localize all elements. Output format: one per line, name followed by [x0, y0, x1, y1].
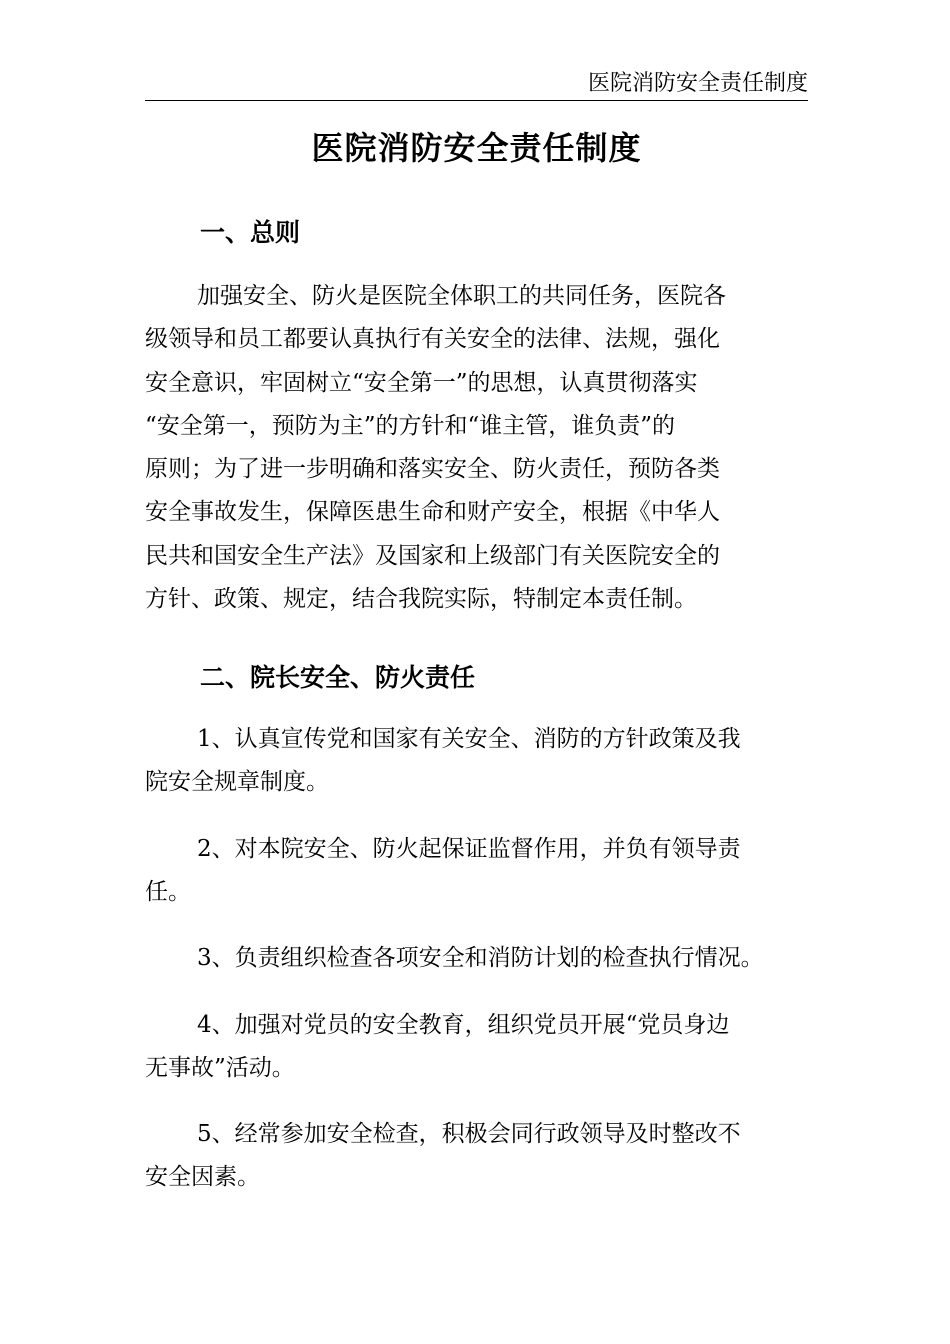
paragraph-line: 民共和国安全生产法》及国家和上级部门有关医院安全的 [145, 542, 720, 569]
running-header-title: 医院消防安全责任制度 [587, 71, 808, 96]
paragraph-line: 安全意识，牢固树立“安全第一”的思想，认真贯彻落实 [145, 369, 698, 396]
item-line: 无事故”活动。 [145, 1055, 295, 1082]
section-heading-director: 二、院长安全、防火责任 [200, 663, 476, 692]
item-line: 安全因素。 [145, 1164, 260, 1191]
item-line: 3、负责组织检查各项安全和消防计划的检查执行情况。 [197, 945, 764, 971]
paragraph-line: 安全事故发生，保障医患生命和财产安全，根据《中华人 [145, 499, 720, 526]
item-line: 1、认真宣传党和国家有关安全、消防的方针政策及我 [197, 726, 741, 752]
item-line: 2、对本院安全、防火起保证监督作用，并负有领导责 [197, 836, 741, 862]
director-item-2 [145, 828, 795, 915]
item-line: 院安全规章制度。 [145, 769, 329, 796]
item-line: 5、经常参加安全检查，积极会同行政领导及时整改不 [197, 1121, 741, 1147]
running-header [145, 68, 808, 101]
document-title: 医院消防安全责任制度 [311, 129, 642, 167]
director-item-1 [145, 718, 795, 805]
director-item-4 [145, 1004, 795, 1091]
director-item-5 [145, 1113, 795, 1200]
general-paragraph [145, 275, 795, 621]
paragraph-line: 原则；为了进一步明确和落实安全、防火责任，预防各类 [145, 456, 720, 483]
paragraph-line: 加强安全、防火是医院全体职工的共同任务，医院各 [197, 283, 726, 309]
paragraph-line: 级领导和员工都要认真执行有关安全的法律、法规，强化 [145, 326, 720, 353]
paragraph-line: 方针、政策、规定，结合我院实际，特制定本责任制。 [145, 586, 697, 613]
paragraph-line: “安全第一，预防为主”的方针和“谁主管，谁负责”的 [145, 412, 676, 439]
section-heading-general: 一、总则 [200, 218, 301, 247]
director-item-3 [145, 937, 795, 980]
item-line: 任。 [145, 879, 191, 906]
item-line: 4、加强对党员的安全教育，组织党员开展“党员身边 [197, 1012, 730, 1038]
